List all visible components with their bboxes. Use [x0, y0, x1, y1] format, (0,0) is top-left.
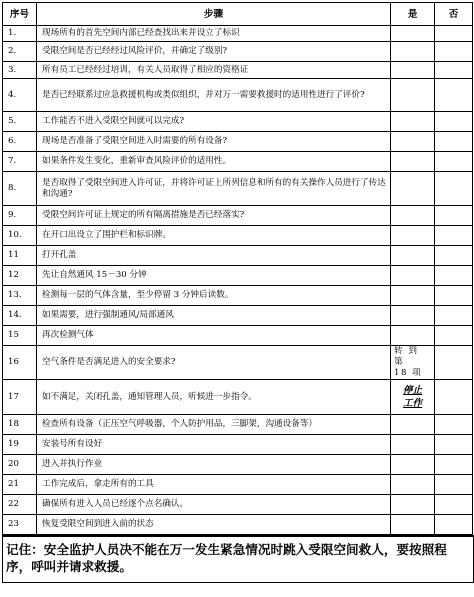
yes-cell[interactable] [391, 306, 435, 326]
yes-cell[interactable] [391, 435, 435, 455]
row-step: 先让自然通风 15－30 分钟 [37, 266, 391, 286]
row-step: 工作能否不进入受限空间就可以完成? [37, 112, 391, 132]
no-cell[interactable] [435, 346, 473, 380]
row-step: 检测每一层的气体含量，至少停留 3 分钟后读数。 [37, 286, 391, 306]
row-step: 打开孔盖 [37, 246, 391, 266]
table-row [3, 226, 473, 246]
table-row [3, 112, 473, 132]
no-cell[interactable] [435, 79, 473, 112]
no-cell[interactable] [435, 266, 473, 286]
yes-cell[interactable] [391, 62, 435, 79]
table-row [3, 206, 473, 226]
confined-space-checklist-table [2, 2, 473, 535]
yes-cell-stop [391, 380, 435, 415]
table-row [3, 79, 473, 112]
table-row [3, 266, 473, 286]
row-step: 进入并执行作业 [37, 455, 391, 475]
row-number: 19 [3, 435, 37, 455]
row-step: 受限空间许可证上规定的所有隔离措施是否已经落实? [37, 206, 391, 226]
row-step: 再次检测气体 [37, 326, 391, 346]
checklist-sheet [2, 2, 472, 583]
table-row [3, 475, 473, 495]
row-number: 6. [3, 132, 37, 152]
yes-cell[interactable] [391, 206, 435, 226]
row-step: 如果需要，进行强制通风/局部通风 [37, 306, 391, 326]
row-number: 4. [3, 79, 37, 112]
row-number: 3. [3, 62, 37, 79]
goto-line-2: 18 项 [394, 368, 423, 378]
row-number: 9. [3, 206, 37, 226]
row-step: 在开口出设立了围护栏和标识牌。 [37, 226, 391, 246]
stop-work-line-2: 工作 [402, 398, 423, 409]
no-cell[interactable] [435, 515, 473, 535]
row-number: 5. [3, 112, 37, 132]
row-number: 10. [3, 226, 37, 246]
no-cell[interactable] [435, 326, 473, 346]
row-number: 17 [3, 380, 37, 415]
row-number: 23 [3, 515, 37, 535]
no-cell[interactable] [435, 62, 473, 79]
row-number: 8. [3, 172, 37, 206]
no-cell[interactable] [435, 26, 473, 42]
no-cell[interactable] [435, 380, 473, 415]
row-number: 12 [3, 266, 37, 286]
table-row [3, 326, 473, 346]
yes-cell[interactable] [391, 112, 435, 132]
row-step: 空气条件是否满足进入的安全要求? [37, 346, 391, 380]
yes-cell[interactable] [391, 132, 435, 152]
row-number: 16 [3, 346, 37, 380]
yes-cell[interactable] [391, 152, 435, 172]
row-number: 11 [3, 246, 37, 266]
table-row [3, 306, 473, 326]
row-number: 1. [3, 26, 37, 42]
table-row [3, 455, 473, 475]
table-row [3, 495, 473, 515]
yes-cell[interactable] [391, 286, 435, 306]
table-row [3, 246, 473, 266]
no-cell[interactable] [435, 152, 473, 172]
table-row [3, 515, 473, 535]
header-step: 步骤 [37, 3, 391, 26]
table-row [3, 26, 473, 42]
row-number: 15 [3, 326, 37, 346]
table-row [3, 286, 473, 306]
yes-cell-goto [391, 346, 435, 380]
row-number: 7. [3, 152, 37, 172]
no-cell[interactable] [435, 172, 473, 206]
goto-line-1: 转 到 第 [394, 346, 419, 367]
safety-reminder-note: 记住：安全监护人员决不能在万一发生紧急情况时跳入受限空间救人，要按照程序，呼叫并请求救援。 [2, 535, 474, 583]
yes-cell[interactable] [391, 515, 435, 535]
table-row [3, 132, 473, 152]
header-number: 序号 [3, 3, 37, 26]
yes-cell[interactable] [391, 246, 435, 266]
yes-cell[interactable] [391, 226, 435, 246]
yes-cell[interactable] [391, 415, 435, 435]
no-cell[interactable] [435, 306, 473, 326]
table-row [3, 172, 473, 206]
row-number: 13. [3, 286, 37, 306]
no-cell[interactable] [435, 206, 473, 226]
yes-cell[interactable] [391, 266, 435, 286]
row-step: 如不满足，关闭孔盖，通知管理人员，听候进一步指令。 [37, 380, 391, 415]
header-row [3, 3, 473, 26]
row-number: 22 [3, 495, 37, 515]
yes-cell[interactable] [391, 455, 435, 475]
table-row [3, 152, 473, 172]
yes-cell[interactable] [391, 79, 435, 112]
no-cell[interactable] [435, 286, 473, 306]
row-number: 21 [3, 475, 37, 495]
stop-work-line-1: 停止 [402, 385, 423, 396]
no-cell[interactable] [435, 132, 473, 152]
no-cell[interactable] [435, 495, 473, 515]
no-cell[interactable] [435, 455, 473, 475]
no-cell[interactable] [435, 226, 473, 246]
yes-cell[interactable] [391, 475, 435, 495]
row-step: 受限空间是否已经经过风险评价，并确定了级别? [37, 42, 391, 62]
yes-cell[interactable] [391, 326, 435, 346]
row-step: 检查所有设备（正压空气呼吸器，个人防护用品，三脚架，沟通设备等） [37, 415, 391, 435]
table-row [3, 380, 473, 415]
row-number: 2. [3, 42, 37, 62]
no-cell[interactable] [435, 246, 473, 266]
row-number: 20 [3, 455, 37, 475]
row-step: 恢复受限空间到进入前的状态 [37, 515, 391, 535]
table-row [3, 435, 473, 455]
row-step: 所有员工已经经过培训，有关人员取得了相应的资格证 [37, 62, 391, 79]
yes-cell[interactable] [391, 172, 435, 206]
no-cell[interactable] [435, 415, 473, 435]
no-cell[interactable] [435, 42, 473, 62]
row-step: 如果条件发生变化，重新审查风险评价的适用性。 [37, 152, 391, 172]
row-step: 是否取得了受限空间进入许可证，并将许可证上所列信息和所有的有关操作人员进行了传达和沟通? [37, 172, 391, 206]
table-row [3, 62, 473, 79]
row-step: 是否已经联系过应急救援机构或类似组织，并对万一需要救援时的适用性进行了评价? [37, 79, 391, 112]
header-no: 否 [435, 3, 473, 26]
table-row [3, 346, 473, 380]
row-step: 现场是否准备了受限空间进入时需要的所有设备? [37, 132, 391, 152]
no-cell[interactable] [435, 475, 473, 495]
table-row [3, 42, 473, 62]
header-yes: 是 [391, 3, 435, 26]
yes-cell[interactable] [391, 495, 435, 515]
no-cell[interactable] [435, 435, 473, 455]
table-row [3, 415, 473, 435]
row-step: 现场所有的首先空间内部已经查找出来并设立了标识 [37, 26, 391, 42]
row-step: 确保所有进入人员已经逐个点名确认。 [37, 495, 391, 515]
row-step: 工作完成后，拿走所有的工具 [37, 475, 391, 495]
row-number: 14. [3, 306, 37, 326]
row-step: 安装号所有设好 [37, 435, 391, 455]
yes-cell[interactable] [391, 42, 435, 62]
yes-cell[interactable] [391, 26, 435, 42]
row-number: 18 [3, 415, 37, 435]
no-cell[interactable] [435, 112, 473, 132]
